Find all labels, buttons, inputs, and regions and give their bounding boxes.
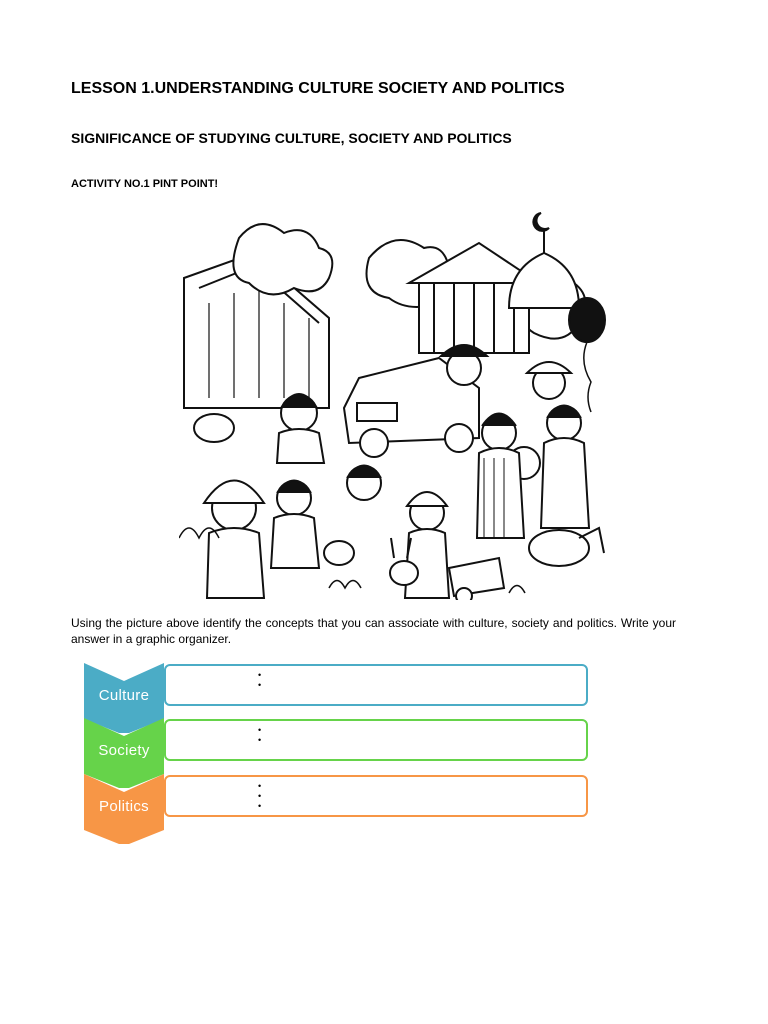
society-label: Society: [98, 742, 150, 759]
bullet: •: [258, 680, 262, 690]
bullet: •: [258, 781, 262, 791]
activity-title: ACTIVITY NO.1 PINT POINT!: [71, 178, 219, 190]
politics-bullets: [258, 781, 261, 811]
bullet: •: [258, 725, 262, 735]
society-bullets: [258, 725, 261, 745]
instructions-text: Using the picture above identify the concepts that you can associate with culture, society and politics. Write your answer in a graphic organizer.: [71, 616, 676, 646]
bullet: •: [258, 735, 262, 745]
section-title: SIGNIFICANCE OF STUDYING CULTURE, SOCIETY AND POLITICS: [71, 130, 512, 146]
lesson-title: LESSON 1.UNDERSTANDING CULTURE SOCIETY AND POLITICS: [71, 80, 565, 97]
bullet: •: [258, 801, 262, 811]
bullet: •: [258, 791, 262, 801]
culture-bullets: [258, 670, 261, 690]
bullet: •: [258, 670, 262, 680]
society-answer-box[interactable]: [164, 719, 588, 761]
culture-answer-box[interactable]: [164, 664, 588, 706]
culture-label: Culture: [98, 687, 150, 704]
politics-label: Politics: [99, 798, 149, 815]
organizer-row-politics: [84, 772, 594, 844]
community-illustration: [179, 208, 608, 600]
politics-answer-box[interactable]: [164, 775, 588, 817]
